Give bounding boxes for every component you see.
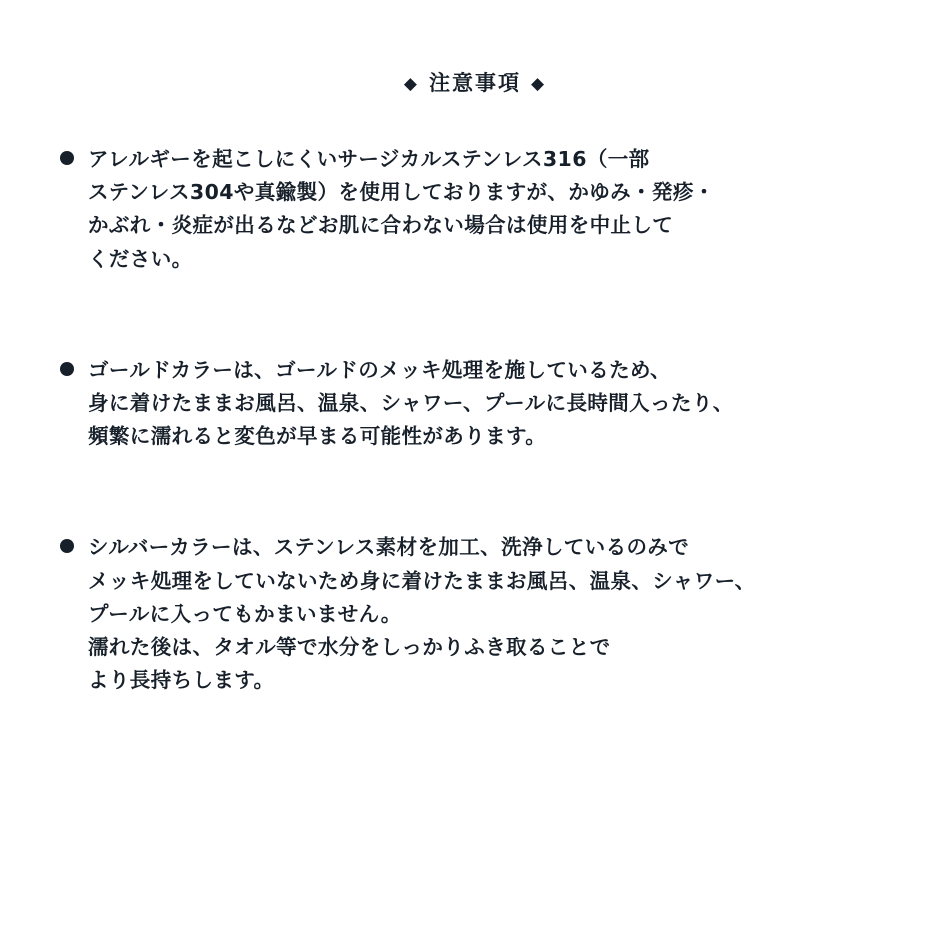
note-line: 身に着けたままお風呂、温泉、シャワー、プールに長時間入ったり、 [88, 391, 734, 416]
list-item-gold-color-note [60, 354, 890, 454]
note-line: 頻繁に濡れると変色が早まる可能性があります。 [88, 424, 547, 449]
bullet-icon [60, 362, 74, 376]
note-line: アレルギーを起こしにくいサージカルステンレス316（一部 [88, 147, 650, 171]
note-text-silver [88, 531, 890, 697]
list-item-silver-color-note [60, 531, 890, 697]
note-text-gold [88, 354, 890, 454]
notice-list [60, 143, 890, 697]
note-line: ゴールドカラーは、ゴールドのメッキ処理を施しているため、 [88, 357, 671, 382]
note-line: ステンレス304や真鍮製）を使用しておりますが、かゆみ・発疹・ [88, 180, 715, 205]
bullet-icon [60, 539, 74, 553]
diamond-right-icon: ◆ [531, 74, 547, 94]
note-line: メッキ処理をしていないため身に着けたままお風呂、温泉、シャワー、 [88, 568, 756, 593]
note-line: 濡れた後は、タオル等で水分をしっかりふき取ることで [88, 635, 611, 660]
note-text-allergy [88, 143, 890, 276]
note-line: ください。 [88, 246, 193, 271]
diamond-left-icon: ◆ [403, 74, 419, 94]
list-item-allergy-note [60, 143, 890, 276]
note-line: より長持ちします。 [88, 668, 275, 693]
note-line: シルバーカラーは、ステンレス素材を加工、洗浄しているのみで [88, 535, 690, 560]
note-line: かぶれ・炎症が出るなどお肌に合わない場合は使用を中止して [88, 213, 674, 238]
page-title-text: 注意事項 [429, 71, 521, 95]
note-line: プールに入ってもかまいません。 [88, 601, 402, 626]
bullet-icon [60, 151, 74, 165]
page-title [60, 55, 890, 97]
